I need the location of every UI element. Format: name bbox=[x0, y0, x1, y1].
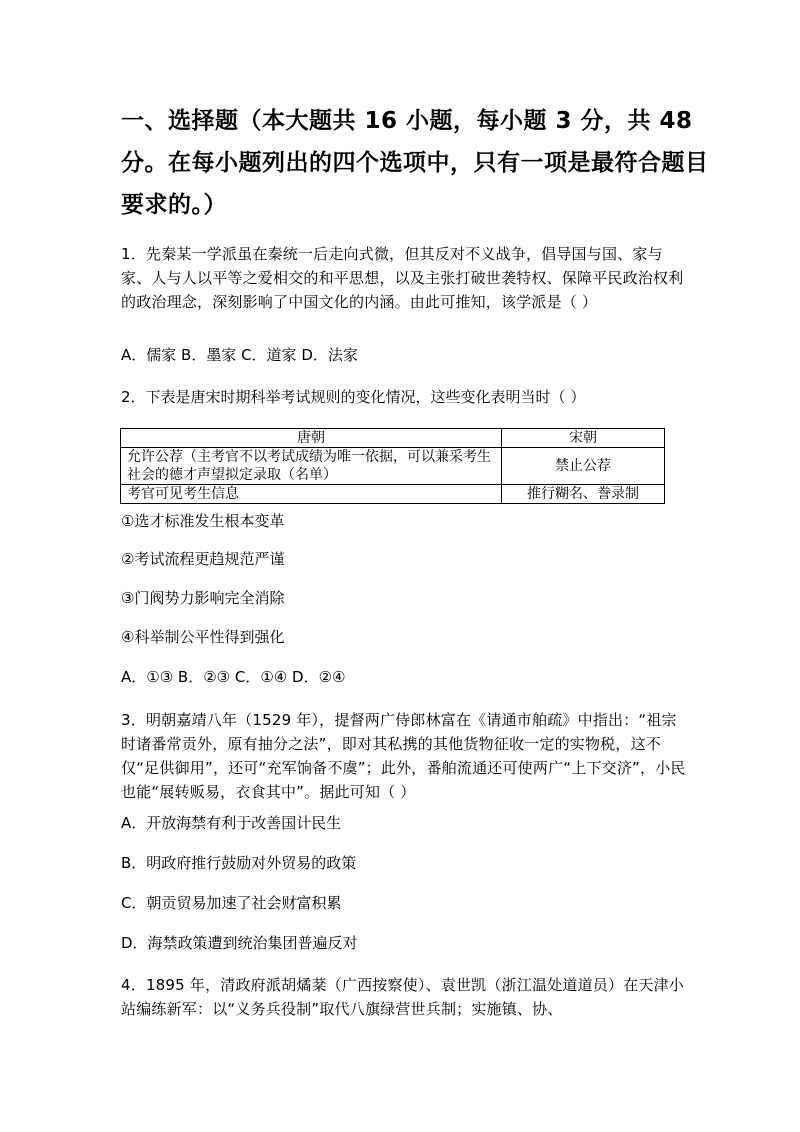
table-cell: 考官可见考生信息 bbox=[121, 485, 502, 504]
question-1-stem: 1．先秦某一学派虽在秦统一后走向式微，但其反对不义战争，倡导国与国、家与家、人与人以平等之爱相交的和平思想，以及主张打破世袭特权、保障平民政治权利的政治理念，深刻影响了中国文化的内涵。由此可推知，该学派是（ ） bbox=[121, 245, 684, 311]
question-3-option-c: C．朝贡贸易加速了社会财富积累 bbox=[121, 894, 342, 912]
table-header-song: 宋朝 bbox=[502, 429, 665, 448]
question-2-options: A．①③ B．②③ C．①④ D．②④ bbox=[121, 668, 346, 686]
question-3-option-d: D．海禁政策遭到统治集团普遍反对 bbox=[121, 934, 358, 952]
table-cell: 允许公荐（主考官不以考试成绩为唯一依据，可以兼采考生社会的德才声望拟定录取（名单） bbox=[121, 448, 502, 485]
table-cell: 推行糊名、誊录制 bbox=[502, 485, 665, 504]
table-row bbox=[121, 448, 665, 485]
section-title: 一、选择题（本大题共 16 小题，每小题 3 分，共 48 分。在每小题列出的四个选项中，只有一项是最符合题目要求的。） bbox=[121, 108, 709, 218]
question-4-stem: 4．1895 年，清政府派胡燏棻（广西按察使）、袁世凯（浙江温处道道员）在天津小站编练新军：以“义务兵役制”取代八旗绿营世兵制；实施镇、协、 bbox=[121, 976, 684, 1018]
question-1-options: A．儒家 B．墨家 C．道家 D．法家 bbox=[121, 346, 358, 364]
question-3-option-b: B．明政府推行鼓励对外贸易的政策 bbox=[121, 854, 357, 872]
table-cell: 禁止公荐 bbox=[502, 448, 665, 485]
table-header-tang: 唐朝 bbox=[121, 429, 502, 448]
table-row bbox=[121, 485, 665, 504]
exam-rules-table bbox=[120, 428, 665, 504]
question-2-item: ②考试流程更趋规范严谨 bbox=[121, 550, 285, 568]
table-header-row bbox=[121, 429, 665, 448]
question-3-option-a: A．开放海禁有利于改善国计民生 bbox=[121, 814, 342, 832]
question-2-item: ④科举制公平性得到强化 bbox=[121, 628, 285, 646]
question-2-item: ①选才标准发生根本变革 bbox=[121, 512, 285, 530]
question-2-stem: 2．下表是唐宋时期科举考试规则的变化情况，这些变化表明当时（ ） bbox=[121, 388, 586, 406]
question-3-stem: 3．明朝嘉靖八年（1529 年），提督两广侍郎林富在《请通市舶疏》中指出：“祖宗时诸番常贡外，原有抽分之法”，即对其私携的其他货物征收一定的实物税，这不仅“足供御用”，还可“充军饷备不虞”；此外，番舶流通还可使两广“上下交济”，小民也能“展转贩易，衣食其中”。据此可知（ ） bbox=[121, 711, 686, 801]
question-2-item: ③门阀势力影响完全消除 bbox=[121, 589, 285, 607]
